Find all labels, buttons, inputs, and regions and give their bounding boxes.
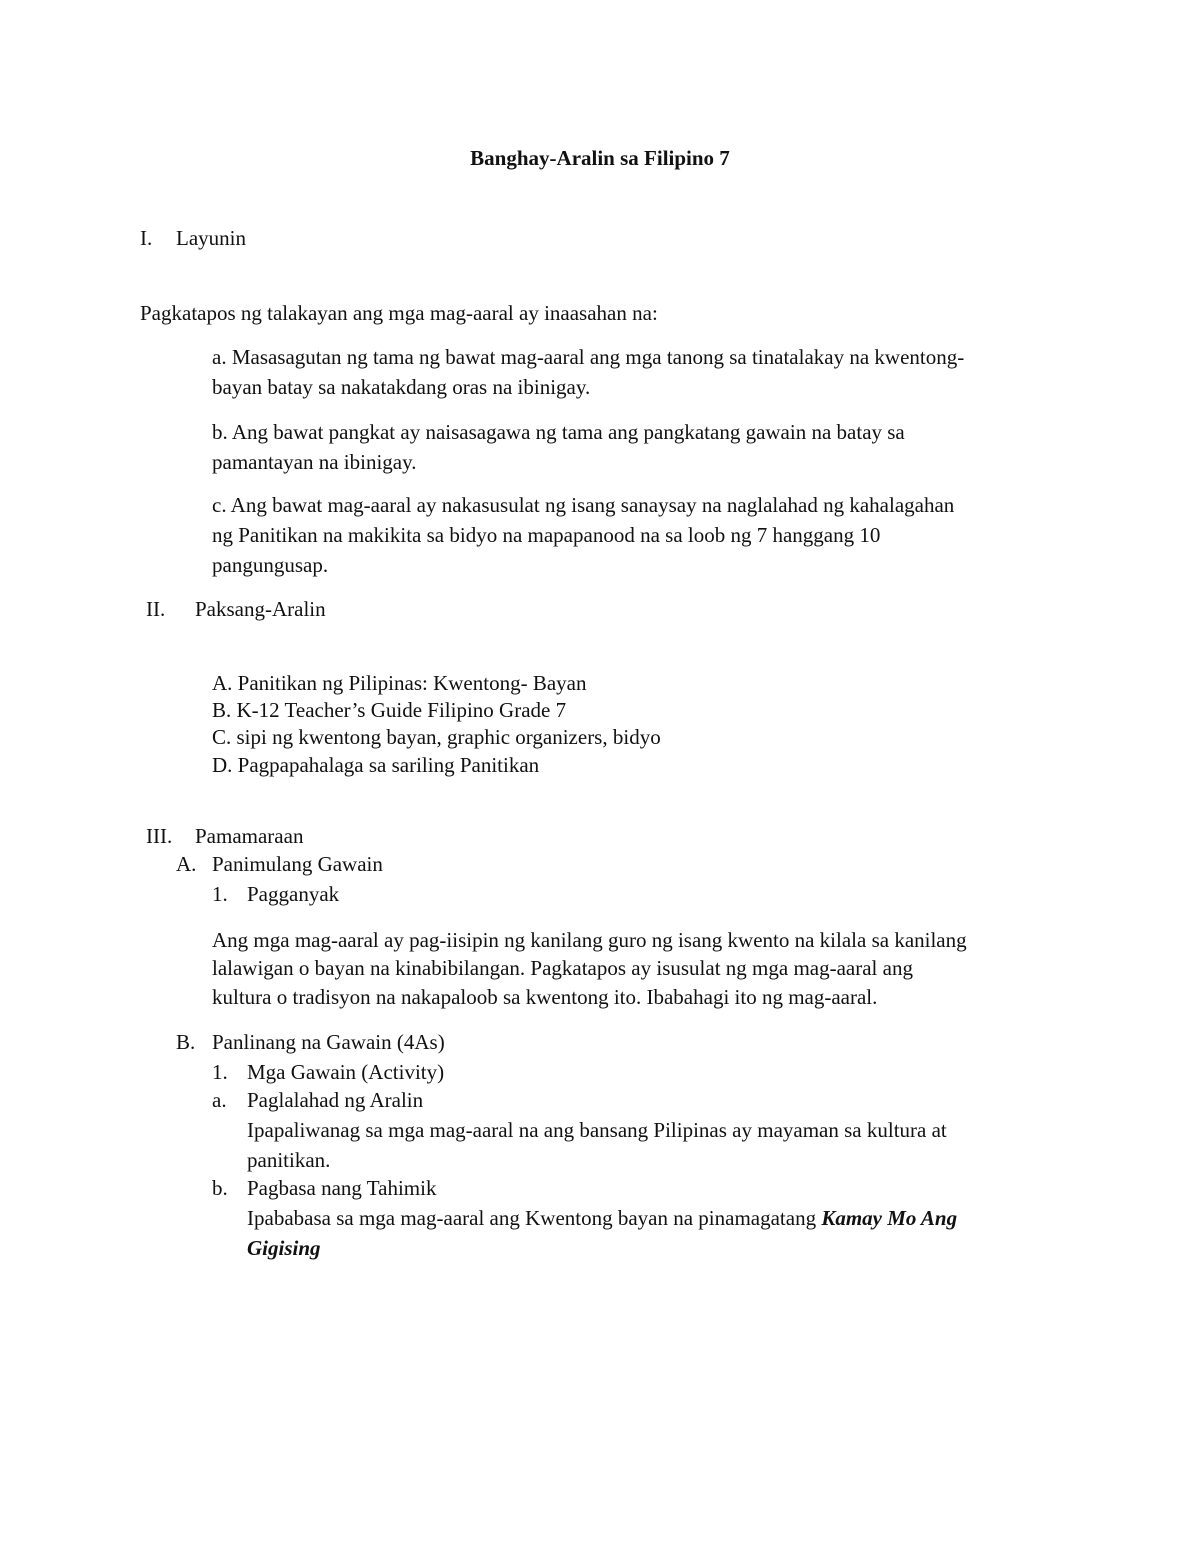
objective-c-line-1: c. Ang bawat mag-aaral ay nakasusulat ng isang sanaysay na naglalahad ng kahalagahan <box>212 493 955 517</box>
part-b-step-1-number: 1. <box>212 1060 228 1084</box>
sub-item-b-label: Pagbasa nang Tahimik <box>247 1176 437 1200</box>
sub-item-b-letter: b. <box>212 1176 228 1200</box>
motivation-line-1: Ang mga mag-aaral ay pag-iisipin ng kanilang guro ng isang kwento na kilala sa kanilang <box>212 928 967 952</box>
sub-item-a-letter: a. <box>212 1088 227 1112</box>
topic-item-c: C. sipi ng kwentong bayan, graphic organizers, bidyo <box>212 725 661 749</box>
objective-a-line-2: bayan batay sa nakatakdang oras na ibinigay. <box>212 375 591 399</box>
part-a-letter: A. <box>176 852 197 876</box>
topic-item-b: B. K-12 Teacher’s Guide Filipino Grade 7 <box>212 698 567 722</box>
part-a-heading: Panimulang Gawain <box>212 852 383 876</box>
section-3-numeral: III. <box>146 824 173 848</box>
topic-item-a: A. Panitikan ng Pilipinas: Kwentong- Bayan <box>212 671 587 695</box>
objectives-intro: Pagkatapos ng talakayan ang mga mag-aaral ay inaasahan na: <box>140 301 658 325</box>
motivation-line-3: kultura o tradisyon na nakapaloob sa kwentong ito. Ibabahagi ito ng mag-aaral. <box>212 985 878 1009</box>
sub-item-a-text-line-2: panitikan. <box>247 1148 331 1172</box>
sub-item-b-text-line-1 <box>247 1203 957 1233</box>
objective-a-line-1: a. Masasagutan ng tama ng bawat mag-aaral ang mga tanong sa tinatalakay na kwentong- <box>212 345 965 369</box>
part-b-letter: B. <box>176 1030 196 1054</box>
document-title: Banghay-Aralin sa Filipino 7 <box>470 146 730 170</box>
section-2-numeral: II. <box>146 597 166 621</box>
section-3-heading: Pamamaraan <box>195 824 304 848</box>
objective-c-line-3: pangungusap. <box>212 553 329 577</box>
objective-c-line-2: ng Panitikan na makikita sa bidyo na mapapanood na sa loob ng 7 hanggang 10 <box>212 523 881 547</box>
sub-item-a-text-line-1: Ipapaliwanag sa mga mag-aaral na ang bansang Pilipinas ay mayaman sa kultura at <box>247 1118 947 1142</box>
part-b-heading: Panlinang na Gawain (4As) <box>212 1030 445 1054</box>
section-2-heading: Paksang-Aralin <box>195 597 326 621</box>
objective-b-line-1: b. Ang bawat pangkat ay naisasagawa ng tama ang pangkatang gawain na batay sa <box>212 420 905 444</box>
story-title-part-1: Kamay Mo Ang <box>821 1206 958 1230</box>
topic-item-d: D. Pagpapahalaga sa sariling Panitikan <box>212 753 540 777</box>
section-1-numeral: I. <box>140 226 153 250</box>
part-a-step-1-number: 1. <box>212 882 228 906</box>
sub-item-b-text: Ipababasa sa mga mag-aaral ang Kwentong bayan na pinamagatang <box>247 1206 822 1230</box>
objective-b-line-2: pamantayan na ibinigay. <box>212 450 417 474</box>
motivation-line-2: lalawigan o bayan na kinabibilangan. Pagkatapos ay isusulat ng mga mag-aaral ang <box>212 956 913 980</box>
part-a-step-1-label: Pagganyak <box>247 882 340 906</box>
section-1-heading: Layunin <box>176 226 246 250</box>
part-b-step-1-label: Mga Gawain (Activity) <box>247 1060 445 1084</box>
sub-item-a-label: Paglalahad ng Aralin <box>247 1088 424 1112</box>
story-title-part-2: Gigising <box>247 1236 321 1260</box>
